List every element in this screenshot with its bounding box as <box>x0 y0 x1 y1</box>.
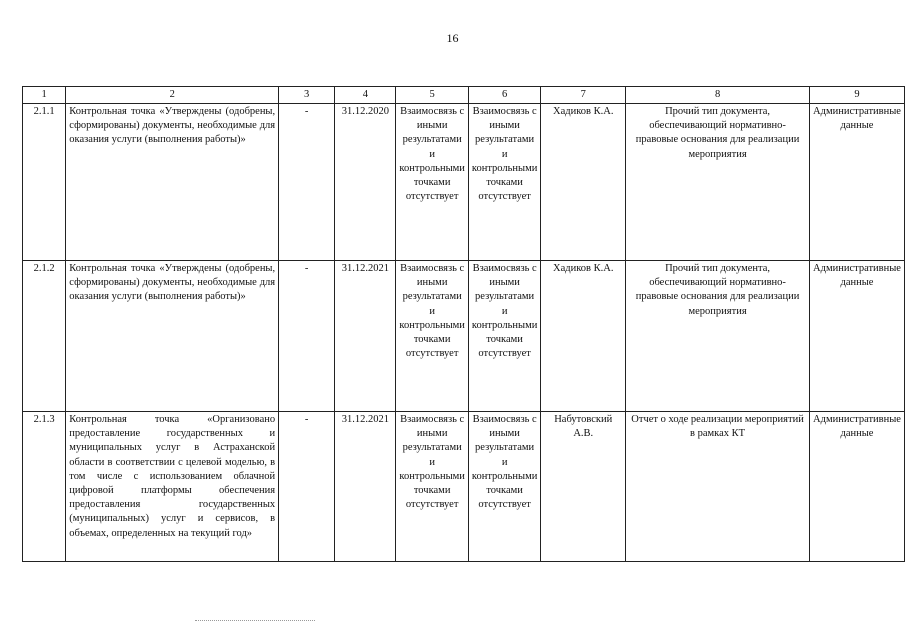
relation-cell: Взаимосвязь с иными результатами и контрольными точками отсутствует <box>468 261 540 412</box>
header-cell: 2 <box>66 87 279 104</box>
date-cell: 31.12.2021 <box>335 261 396 412</box>
responsible-cell: Хадиков К.А. <box>541 104 626 261</box>
document-type-cell: Отчет о ходе реализации мероприятий в рамках КТ <box>626 412 810 562</box>
row-number: 2.1.2 <box>23 261 66 412</box>
header-cell: 6 <box>468 87 540 104</box>
relation-cell: Взаимосвязь с иными результатами и контрольными точками отсутствует <box>396 104 468 261</box>
source-cell: Административные данные <box>810 261 905 412</box>
document-type-cell: Прочий тип документа, обеспечивающий нормативно-правовые основания для реализации мероприятия <box>626 261 810 412</box>
responsible-cell: Набутовский А.В. <box>541 412 626 562</box>
date-cell: 31.12.2021 <box>335 412 396 562</box>
document-type-cell: Прочий тип документа, обеспечивающий нормативно-правовые основания для реализации мероприятия <box>626 104 810 261</box>
header-cell: 4 <box>335 87 396 104</box>
table-row <box>23 412 905 562</box>
source-cell: Административные данные <box>810 104 905 261</box>
table-row <box>23 261 905 412</box>
date-cell: 31.12.2020 <box>335 104 396 261</box>
control-point-text: Контрольная точка «Организовано предоставление государственных и муниципальных услуг в Астраханской области в соответствии с целевой моделью, в том числе с использованием облачной цифровой платформы обеспечения предоставления государственных (муниципальных) услуг и сервисов, в объемах, определенных на текущий год» <box>66 412 279 562</box>
relation-cell: Взаимосвязь с иными результатами и контрольными точками отсутствует <box>468 104 540 261</box>
header-cell: 3 <box>279 87 335 104</box>
dash-cell: - <box>279 104 335 261</box>
relation-cell: Взаимосвязь с иными результатами и контрольными точками отсутствует <box>396 412 468 562</box>
control-points-table <box>22 86 905 562</box>
source-cell: Административные данные <box>810 412 905 562</box>
responsible-cell: Хадиков К.А. <box>541 261 626 412</box>
control-point-text: Контрольная точка «Утверждены (одобрены, сформированы) документы, необходимые для оказания услуги (выполнения работы)» <box>66 104 279 261</box>
header-cell: 1 <box>23 87 66 104</box>
row-number: 2.1.3 <box>23 412 66 562</box>
control-point-text: Контрольная точка «Утверждены (одобрены, сформированы) документы, необходимые для оказания услуги (выполнения работы)» <box>66 261 279 412</box>
header-cell: 8 <box>626 87 810 104</box>
header-cell: 9 <box>810 87 905 104</box>
relation-cell: Взаимосвязь с иными результатами и контрольными точками отсутствует <box>468 412 540 562</box>
table-row <box>23 104 905 261</box>
dash-cell: - <box>279 261 335 412</box>
row-number: 2.1.1 <box>23 104 66 261</box>
dash-cell: - <box>279 412 335 562</box>
header-cell: 5 <box>396 87 468 104</box>
relation-cell: Взаимосвязь с иными результатами и контрольными точками отсутствует <box>396 261 468 412</box>
scan-artifact <box>195 620 315 625</box>
table-header-row <box>23 87 905 104</box>
page-number: 16 <box>446 31 459 45</box>
header-cell: 7 <box>541 87 626 104</box>
